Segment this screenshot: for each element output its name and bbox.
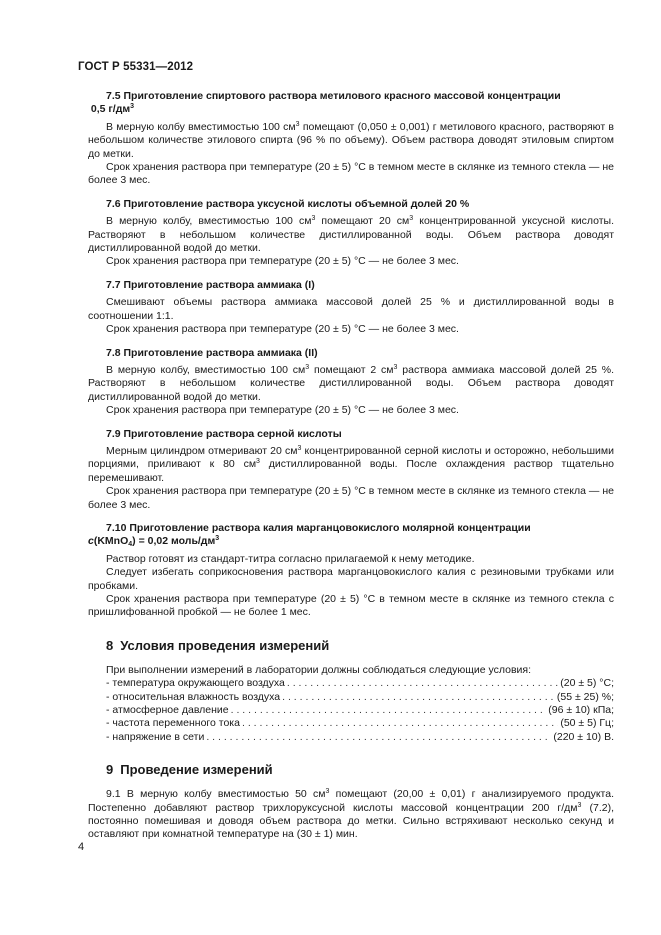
section-7-10-title: 7.10 Приготовление раствора калия марганцовокислого молярной концентрации c(KMnO$_4$) = 0,02 моль/$дм^3$ — [88, 521, 531, 549]
section-7-6-storage: Срок хранения раствора при температуре (20 ± 5) °С — не более 3 мес. — [106, 255, 459, 268]
standard-code: ГОСТ Р 55331—2012 — [78, 61, 194, 73]
condition-item: - температура окружающего воздуха . . . (20 ± 5) °С; — [88, 677, 614, 690]
section-7-5-title: 7.5 Приготовление спиртового раствора метилового красного массовой концентрации 0,5 $г/дм^3$ — [90, 90, 561, 116]
page-number: 4 — [78, 841, 85, 853]
condition-item: - относительная влажность воздуха . . . (55 ± 25) %; — [88, 691, 614, 704]
section-7-10-paragraph-1: Раствор готовят из стандарт-титра согласно прилагаемой к нему методике. — [106, 552, 475, 565]
section-7-9-paragraph: Мерным цилиндром отмеривают 20 $см^3$ концентрированной серной кислоты и осторожно, небольшими порциями, приливают к 80 $см^3$ дистиллированной воды. После охлаждения раствор тщательно перемешивают. — [88, 444, 614, 484]
section-7-5-storage: Срок хранения раствора при температуре (20 ± 5) °С в темном месте в склянке из темного стекла — не более 3 мес. — [88, 161, 614, 187]
page-content — [88, 90, 614, 842]
section-7-5-paragraph: В мерную колбу вместимостью 100 $см^3$ помещают (0,050 ± 0,001) г метилового красного, растворяют в небольшом количестве этилового спирта (96 % по объему). Объем раствора доводят этиловым спиртом до метки. — [88, 120, 614, 160]
condition-item: - напряжение в сети . . . (220 ± 10) В. — [88, 731, 614, 744]
condition-item: - атмосферное давление . . . (96 ± 10) кПа; — [88, 704, 614, 717]
section-7-10-storage: Срок хранения раствора при температуре (20 ± 5) °С в темном месте в склянке из темного стекла с пришлифованной пробкой — не более 1 мес. — [88, 593, 614, 619]
section-8-heading: 8 Условия проведения измерений — [106, 637, 330, 653]
section-7-7-storage: Срок хранения раствора при температуре (20 ± 5) °С — не более 3 мес. — [106, 323, 459, 336]
section-7-7-paragraph: Смешивают объемы раствора аммиака массовой долей 25 % и дистиллированной воды в соотношении 1:1. — [88, 296, 614, 322]
section-7-8-paragraph: В мерную колбу, вместимостью 100 $см^3$ помещают 2 $см^3$ раствора аммиака массовой долей 25 %. Растворяют в небольшом количестве дистиллированной воды. Объем раствора доводят дистиллированной водой до метки. — [88, 363, 614, 403]
section-8-intro: При выполнении измерений в лаборатории должны соблюдаться следующие условия: — [106, 663, 531, 676]
section-9-heading: 9 Проведение измерений — [106, 762, 273, 778]
condition-item: - частота переменного тока . . . (50 ± 5) Гц; — [88, 717, 614, 730]
section-7-7-title: 7.7 Приготовление раствора аммиака (I) — [106, 278, 315, 291]
section-9-1-paragraph: 9.1 В мерную колбу вместимостью 50 $см^3$ помещают (20,00 ± 0,01) г анализируемого продукта. Постепенно добавляют раствор трихлоруксусной кислоты массовой концентрации 200 $г/дм^3$ (7.2), постоянно помешивая и доводя объем раствора до метки. Сильно встряхивают несколько секунд и оставляют при комнатной температуре на (30 ± 1) мин. — [88, 788, 614, 841]
section-7-8-title: 7.8 Приготовление раствора аммиака (II) — [106, 346, 318, 359]
section-7-8-storage: Срок хранения раствора при температуре (20 ± 5) °С — не более 3 мес. — [106, 404, 459, 417]
section-7-9-title: 7.9 Приготовление раствора серной кислоты — [106, 427, 342, 440]
section-7-10-paragraph-2: Следует избегать соприкосновения раствора марганцовокислого калия с резиновыми трубками или пробками. — [88, 566, 614, 592]
conditions-list — [88, 677, 614, 744]
section-7-9-storage: Срок хранения раствора при температуре (20 ± 5) °С в темном месте в склянке из темного стекла — не более 3 мес. — [88, 485, 614, 511]
section-7-6-paragraph: В мерную колбу, вместимостью 100 $см^3$ помещают 20 $см^3$ концентрированной уксусной кислоты. Растворяют в небольшом количестве дистиллированной воды. Объем раствора доводят дистиллированной водой до метки. — [88, 215, 614, 255]
section-7-6-title: 7.6 Приготовление раствора уксусной кислоты объемной долей 20 % — [106, 197, 470, 210]
